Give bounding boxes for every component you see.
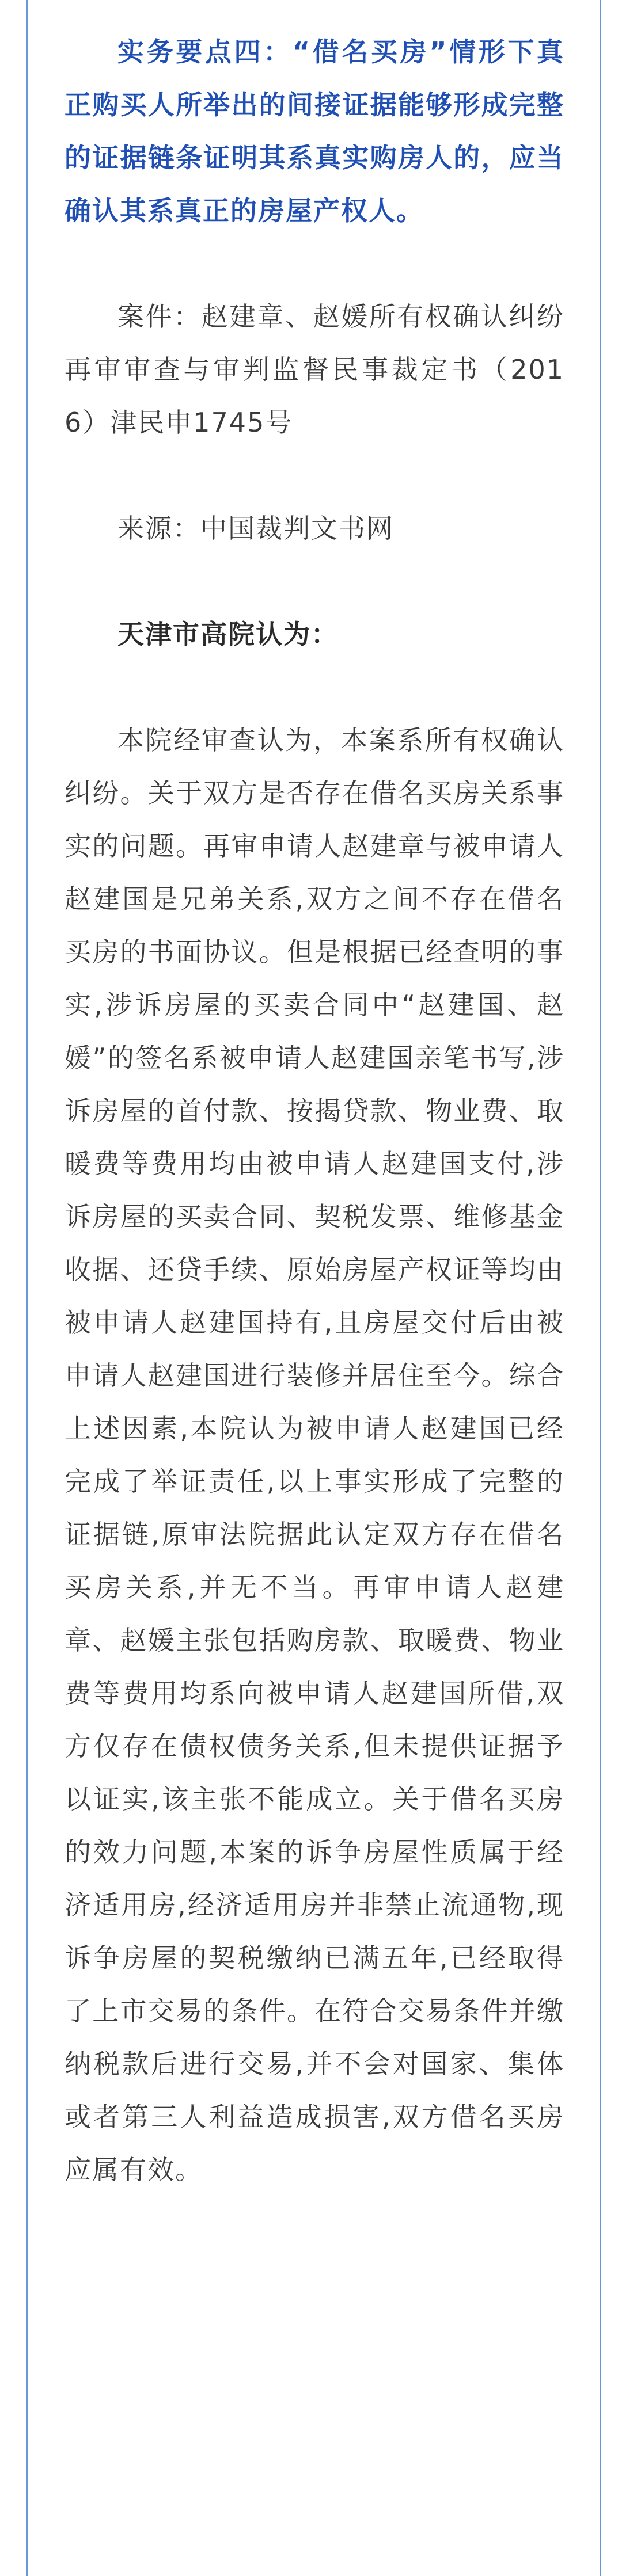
source-line: 来源：中国裁判文书网: [117, 513, 394, 544]
article-content: [65, 25, 564, 2196]
practice-point-heading: 实务要点四：“借名买房”情形下真正购买人所举出的间接证据能够形成完整的证据链条证明其系真实购房人的，应当确认其系真正的房屋产权人。: [65, 36, 564, 226]
spacer: [65, 237, 564, 290]
spacer: [65, 555, 564, 608]
court-opinion-heading: 天津市高院认为：: [117, 619, 339, 650]
spacer: [65, 661, 564, 714]
court-opinion-body: 本院经审查认为，本案系所有权确认纠纷。关于双方是否存在借名买房关系事实的问题。再审申请人赵建章与被申请人赵建国是兄弟关系,双方之间不存在借名买房的书面协议。但是根据已经查明的事实,涉诉房屋的买卖合同中“赵建国、赵媛”的签名系被申请人赵建国亲笔书写,涉诉房屋的首付款、按揭贷款、物业费、取暖费等费用均由被申请人赵建国支付,涉诉房屋的买卖合同、契税发票、维修基金收据、还贷手续、原始房屋产权证等均由被申请人赵建国持有,且房屋交付后由被申请人赵建国进行装修并居住至今。综合上述因素,本院认为被申请人赵建国已经完成了举证责任,以上事实形成了完整的证据链,原审法院据此认定双方存在借名买房关系,并无不当。再审申请人赵建章、赵媛主张包括购房款、取暖费、物业费等费用均系向被申请人赵建国所借,双方仅存在债权债务关系,但未提供证据予以证实,该主张不能成立。关于借名买房的效力问题,本案的诉争房屋性质属于经济适用房,经济适用房并非禁止流通物,现诉争房屋的契税缴纳已满五年,已经取得了上市交易的条件。在符合交易条件并缴纳税款后进行交易,并不会对国家、集体或者第三人利益造成损害,双方借名买房应属有效。: [65, 725, 564, 2185]
spacer: [65, 449, 564, 502]
case-reference: 案件：赵建章、赵媛所有权确认纠纷再审审查与审判监督民事裁定书（2016）津民申1745号: [65, 301, 564, 438]
